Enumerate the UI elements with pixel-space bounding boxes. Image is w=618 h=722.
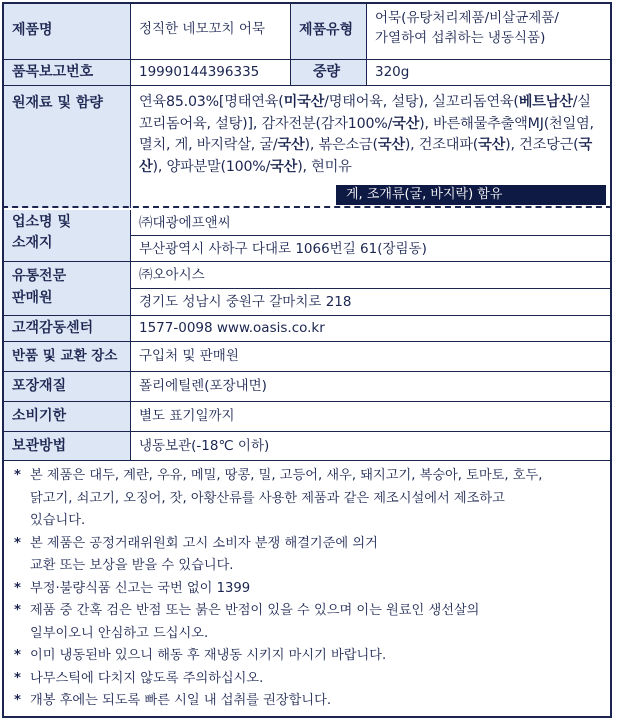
weight-label: 중량 xyxy=(290,60,366,85)
expiry-row xyxy=(4,402,610,432)
packaging-row xyxy=(4,372,610,402)
note-text xyxy=(30,465,604,533)
product-type-value xyxy=(366,4,610,59)
note-line: 있습니다. xyxy=(30,513,86,528)
weight-value: 320g xyxy=(366,60,610,85)
origin-country: 미국산 xyxy=(283,94,325,110)
product-name-label: 제품명 xyxy=(4,4,130,59)
ingredient-text: 연육85.03%[명태연육( xyxy=(139,94,284,110)
note-line: 닭고기, 쇠고기, 오징어, 잣, 아황산류를 사용한 제품과 같은 제조시설에서 제조하고 xyxy=(30,490,505,506)
ingredient-text: ), 양파분말(100%/ xyxy=(152,158,271,175)
product-type-line1: 어묵(유탕처리제품/비살균제품/ xyxy=(375,10,559,26)
customer-service-value: 1577-0098 www.oasis.co.kr xyxy=(130,316,610,341)
ingredient-text: ), 건조대파( xyxy=(404,137,479,153)
note-line: 교환 또는 보상을 받을 수 있습니다. xyxy=(30,558,234,573)
ingredients-text xyxy=(131,86,610,178)
ingredient-text: ), 볶은소금( xyxy=(304,137,378,153)
expiry-label: 소비기한 xyxy=(4,402,130,431)
note-text xyxy=(30,668,604,691)
distributor-label xyxy=(4,262,130,315)
distributor-address: 경기도 성남시 중원구 갈마치로 218 xyxy=(139,294,352,310)
note-item xyxy=(14,578,604,601)
note-item xyxy=(14,668,604,691)
note-text xyxy=(30,645,604,668)
note-line: 본 제품은 공정거래위원회 고시 소비자 분쟁 해결기준에 의거 xyxy=(30,535,378,551)
product-type-line2: 가열하여 섭취하는 냉동식품) xyxy=(375,30,546,46)
expiry-value: 별도 표기일까지 xyxy=(130,402,610,431)
notes-section xyxy=(4,461,610,716)
origin-country: 국산 xyxy=(377,137,405,153)
manufacturer-name: ㈜대광에프앤씨 xyxy=(131,210,610,236)
report-number-value: 19990144396335 xyxy=(130,60,290,85)
packaging-label: 포장재질 xyxy=(4,372,130,401)
asterisk-marker: * xyxy=(14,693,21,708)
note-item xyxy=(14,600,604,645)
note-line: 본 제품은 대두, 계란, 우유, 메밀, 땅콩, 밀, 고등어, 새우, 돼지고기, 복숭아, 토마토, 호두, xyxy=(30,468,543,483)
report-number-row xyxy=(4,60,610,86)
exchange-value: 구입처 및 판매원 xyxy=(130,342,610,371)
dashed-left-edge xyxy=(2,2,4,208)
customer-service-row xyxy=(4,316,610,342)
manufacturer-row xyxy=(4,210,610,262)
note-text xyxy=(30,533,604,578)
ingredient-text: ), 현미유 xyxy=(297,158,352,175)
packaging-value: 폴리에틸렌(포장내면) xyxy=(130,372,610,401)
asterisk-marker: * xyxy=(14,580,21,596)
product-type-label: 제품유형 xyxy=(290,4,366,59)
storage-row xyxy=(4,432,610,461)
origin-country: 베트남산 xyxy=(518,94,573,110)
manufacturer-value xyxy=(130,210,610,261)
manufacturer-address: 부산광역시 사하구 다대로 1066번길 61(장림동) xyxy=(139,241,427,257)
distributor-label-line1: 유통전문 xyxy=(12,268,67,284)
ingredient-text: ), 바른해물추출액MJ(천일염, 멸치, 게, 바지락살, 굴/ xyxy=(139,115,594,153)
product-label-panel xyxy=(2,2,612,718)
note-line: 나무스틱에 다치지 않도록 주의하십시오. xyxy=(30,670,264,686)
asterisk-marker: * xyxy=(14,648,21,663)
note-line: 일부이오니 안심하고 드십시오. xyxy=(30,625,209,641)
ingredient-text: /명태어육, 설탕), 실꼬리돔연육( xyxy=(324,94,519,110)
note-item xyxy=(14,533,604,578)
distributor-name: ㈜오아시스 xyxy=(131,262,610,289)
ingredients-label: 원재료 및 함량 xyxy=(4,86,130,208)
note-item xyxy=(14,645,604,668)
origin-country: 국산 xyxy=(392,115,420,132)
note-line: 부정·불량식품 신고는 국번 없이 1399 xyxy=(30,580,251,596)
distributor-row xyxy=(4,262,610,316)
asterisk-marker: * xyxy=(14,468,21,483)
asterisk-marker: * xyxy=(14,670,21,686)
dashed-divider xyxy=(2,206,612,208)
storage-label: 보관방법 xyxy=(4,432,130,460)
origin-country: 국산 xyxy=(270,158,298,175)
note-line: 이미 냉동된바 있으니 해동 후 재냉동 시키지 마시기 바랍니다. xyxy=(30,648,387,663)
note-text xyxy=(30,578,604,601)
asterisk-marker: * xyxy=(14,603,21,618)
storage-value: 냉동보관(-18℃ 이하) xyxy=(130,432,610,460)
origin-country: 국산 xyxy=(478,137,506,153)
manufacturer-label-line2: 소재지 xyxy=(12,235,53,251)
distributor-label-line2: 판매원 xyxy=(12,290,53,306)
dashed-right-edge xyxy=(610,2,612,208)
ingredients-row xyxy=(4,86,610,208)
exchange-label: 반품 및 교환 장소 xyxy=(4,342,130,371)
manufacturer-label-line1: 업소명 및 xyxy=(12,214,71,230)
product-name-row xyxy=(4,4,610,60)
ingredient-text: ), 건조당근( xyxy=(505,137,579,153)
note-line: 제품 중 간혹 검은 반점 또는 붉은 반점이 있을 수 있으며 이는 원료인 생선살의 xyxy=(30,603,480,618)
note-line: 개봉 후에는 되도록 빠른 시일 내 섭취를 권장합니다. xyxy=(30,693,332,708)
ingredient-text: /실꼬리돔어육, 설탕)], 감자전분(감자100%/ xyxy=(139,94,591,132)
product-name-value: 정직한 네모꼬치 어묵 xyxy=(130,4,290,59)
exchange-row xyxy=(4,342,610,372)
allergen-notice: 게, 조개류(굴, 바지락) 함유 xyxy=(336,185,606,205)
note-item xyxy=(14,690,604,713)
note-text xyxy=(30,600,604,645)
origin-country: 국산 xyxy=(277,137,305,153)
distributor-value xyxy=(130,262,610,315)
note-text xyxy=(30,690,604,713)
origin-country: 국산 xyxy=(139,137,592,175)
customer-service-label: 고객감동센터 xyxy=(4,316,130,341)
note-item xyxy=(14,465,604,533)
asterisk-marker: * xyxy=(14,535,21,551)
manufacturer-label xyxy=(4,210,130,261)
report-number-label: 품목보고번호 xyxy=(4,60,130,85)
